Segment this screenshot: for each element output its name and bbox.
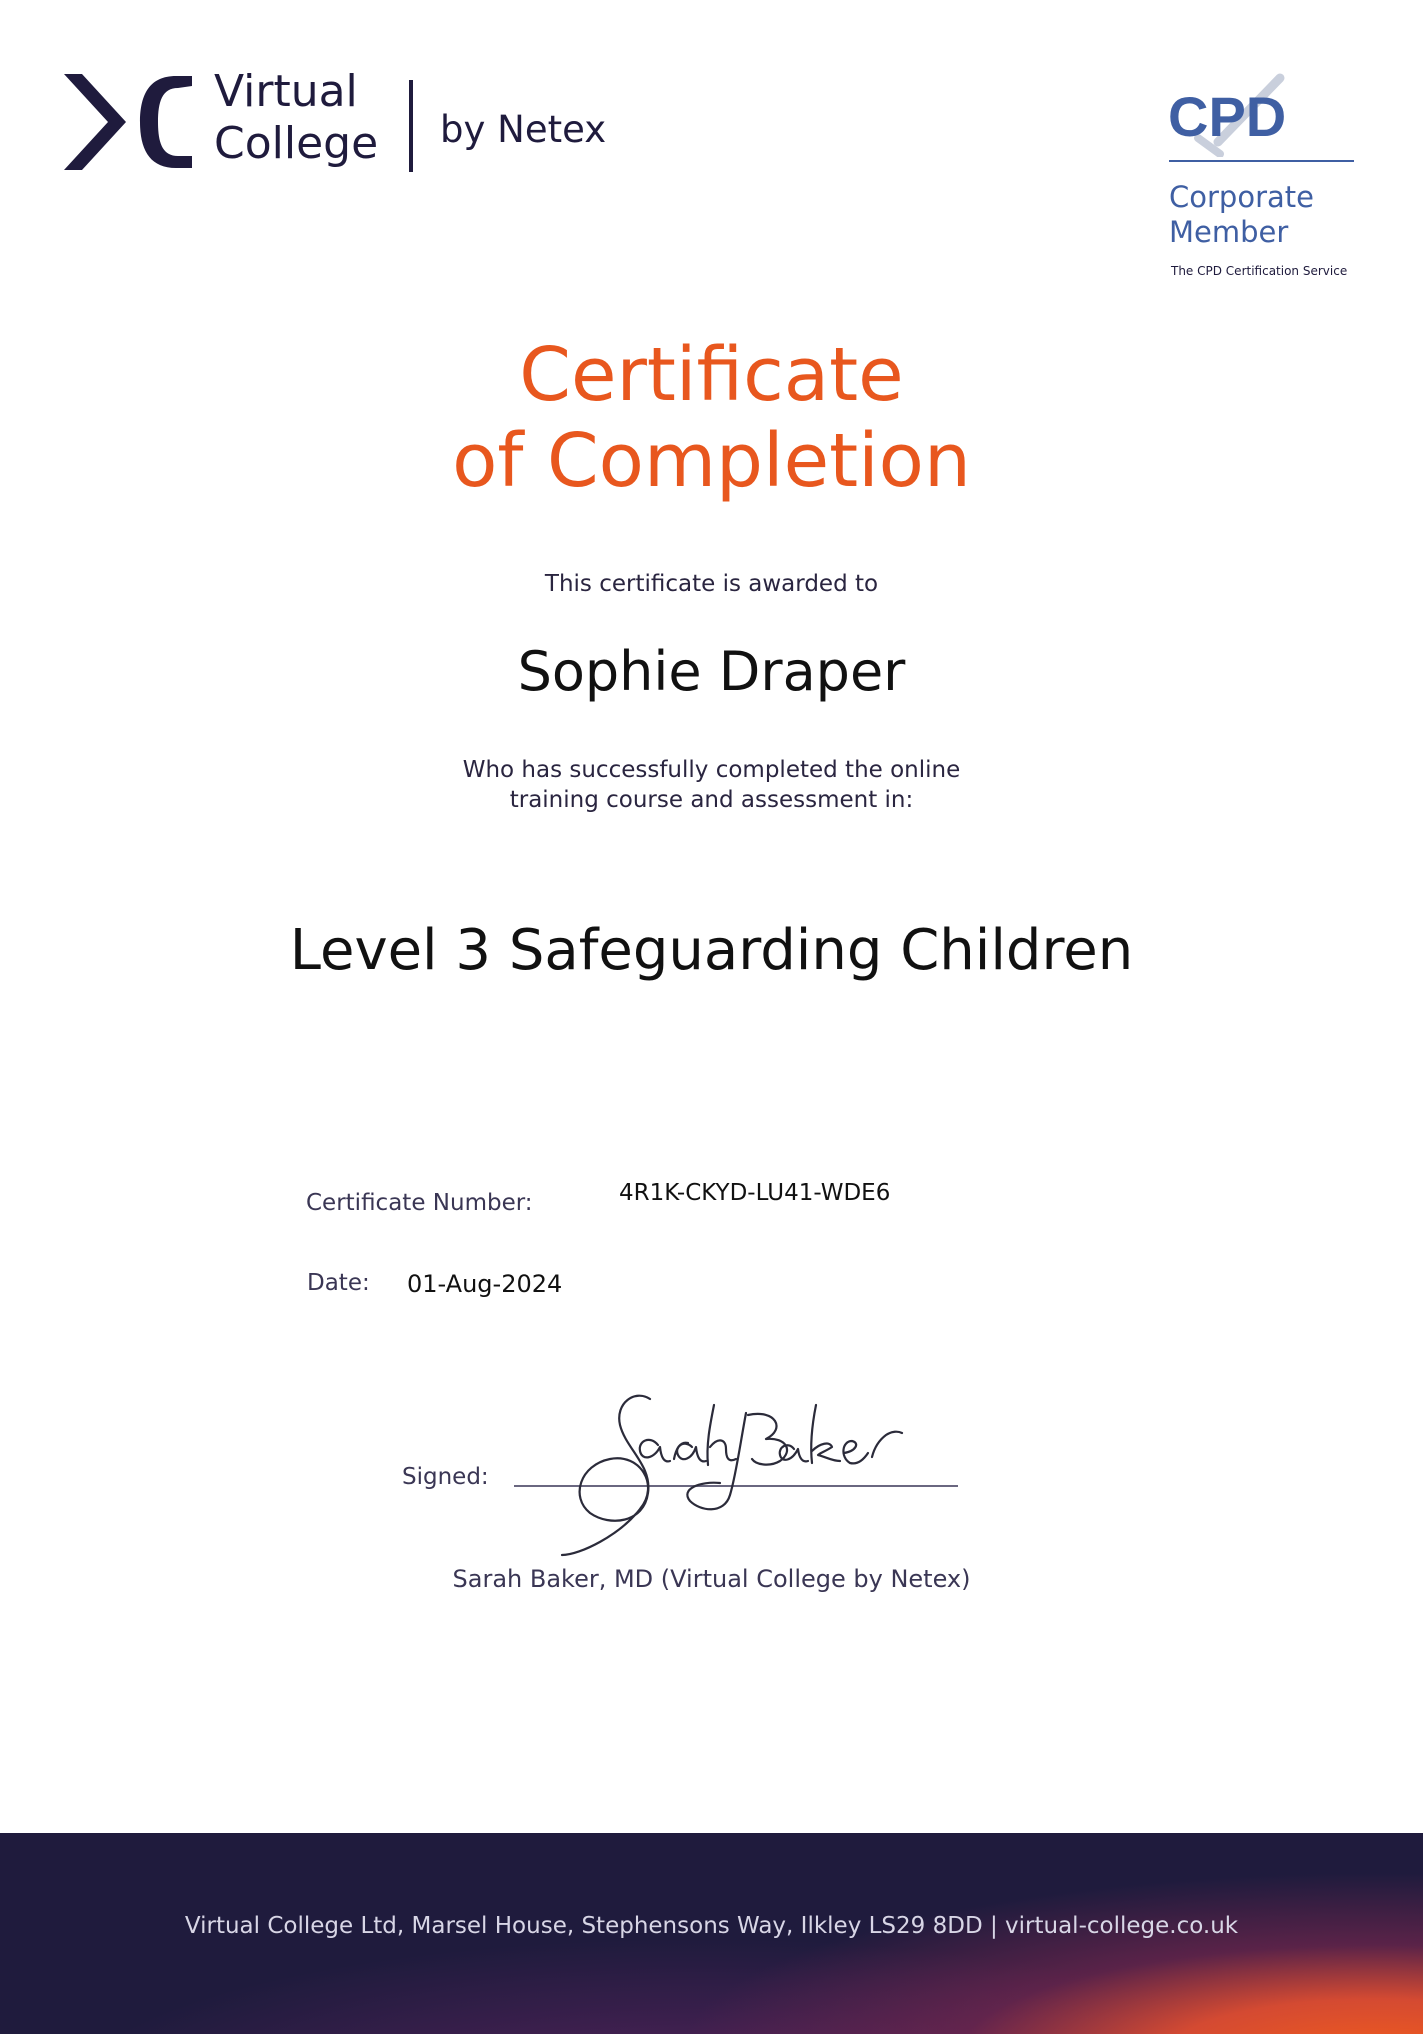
signed-label: Signed: bbox=[402, 1464, 489, 1490]
virtual-college-logo-icon bbox=[64, 74, 199, 174]
signatory-name: Sarah Baker, MD (Virtual College by Netex) bbox=[452, 1565, 971, 1593]
certificate-title-line1: Certificate bbox=[519, 332, 904, 418]
date-value: 01-Aug-2024 bbox=[407, 1270, 563, 1298]
cpd-logo-text: CPD bbox=[1168, 85, 1287, 148]
certificate-number-value: 4R1K-CKYD-LU41-WDE6 bbox=[619, 1180, 891, 1206]
footer-address: Virtual College Ltd, Marsel House, Stephensons Way, Ilkley LS29 8DD | virtual-college.co.uk bbox=[184, 1913, 1239, 1939]
cpd-rule bbox=[1169, 160, 1354, 162]
brand-word-college: College bbox=[214, 118, 379, 169]
course-name: Level 3 Safeguarding Children bbox=[289, 918, 1134, 983]
brand-divider bbox=[409, 80, 413, 172]
cpd-service-text: The CPD Certification Service bbox=[1171, 264, 1348, 278]
awarded-to-text: This certificate is awarded to bbox=[544, 571, 879, 597]
recipient-name: Sophie Draper bbox=[517, 640, 906, 703]
brand-by-netex: by Netex bbox=[440, 108, 607, 151]
certificate-title-line2: of Completion bbox=[452, 418, 971, 504]
cpd-logo-icon bbox=[1168, 72, 1288, 161]
footer-band bbox=[0, 1833, 1423, 2034]
date-label: Date: bbox=[307, 1270, 370, 1296]
certificate-number-label: Certificate Number: bbox=[306, 1190, 533, 1216]
cpd-member-text: Member bbox=[1169, 215, 1289, 249]
signature-image bbox=[540, 1385, 920, 1569]
completion-description-line2: training course and assessment in: bbox=[509, 787, 914, 813]
completion-description-line1: Who has successfully completed the online bbox=[462, 757, 961, 783]
brand-word-virtual: Virtual bbox=[214, 66, 358, 117]
cpd-corporate-text: Corporate bbox=[1169, 180, 1314, 214]
